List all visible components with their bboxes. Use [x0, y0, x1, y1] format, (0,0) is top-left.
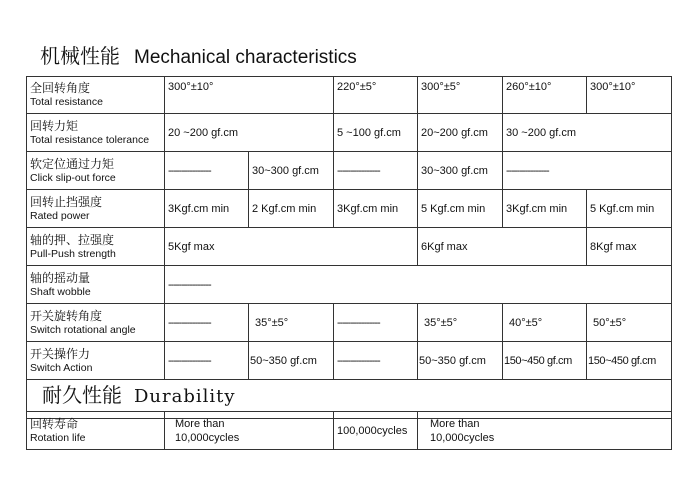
table-cell: More than 10,000cycles: [165, 412, 334, 450]
table-cell: 6Kgf max: [418, 228, 587, 266]
table-cell: ----------------: [165, 266, 672, 304]
durability-table: [26, 411, 672, 450]
table-cell: 35°±5°: [418, 304, 503, 342]
table-cell: 50~350 gf.cm: [418, 342, 503, 380]
table-cell: 300°±10°: [587, 77, 672, 114]
table-cell: 3Kgf.cm min: [334, 190, 418, 228]
durability-title-en: Durability: [134, 386, 236, 407]
table-cell: 8Kgf max: [587, 228, 672, 266]
table-cell: 3Kgf.cm min: [503, 190, 587, 228]
table-cell: 50~350 gf.cm: [249, 342, 334, 380]
table-cell: 3Kgf.cm min: [165, 190, 249, 228]
row-label: 轴的摇动量 Shaft wobble: [27, 266, 165, 304]
table-cell: 5 Kgf.cm min: [418, 190, 503, 228]
table-cell: ----------------: [165, 152, 249, 190]
mechanical-section-title: [40, 40, 357, 69]
table-cell: ----------------: [334, 152, 418, 190]
table-cell: 100,000cycles: [334, 412, 418, 450]
row-label: 软定位通过力矩 Click slip-out force: [27, 152, 165, 190]
table-cell: ----------------: [165, 342, 249, 380]
row-label: 全回转角度 Total resistance: [27, 77, 165, 114]
table-cell: 40°±5°: [503, 304, 587, 342]
durability-title-cn: 耐久性能: [42, 385, 122, 407]
table-cell: More than 10,000cycles: [418, 412, 672, 450]
table-cell: 30~300 gf.cm: [249, 152, 334, 190]
table-cell: 150~450 gf.cm: [503, 342, 587, 380]
row-label: 轴的押、拉强度 Pull-Push strength: [27, 228, 165, 266]
table-cell: 30~300 gf.cm: [418, 152, 503, 190]
table-cell: 20~200 gf.cm: [418, 114, 503, 152]
table-row: [27, 77, 672, 114]
table-row: [27, 152, 672, 190]
table-cell: 260°±10°: [503, 77, 587, 114]
table-cell: 50°±5°: [587, 304, 672, 342]
mechanical-title-cn: 机械性能: [40, 46, 120, 68]
table-cell: ----------------: [334, 304, 418, 342]
table-row: [27, 412, 672, 450]
durability-section-title: [42, 379, 236, 408]
table-cell: 5Kgf max: [165, 228, 418, 266]
table-row: [27, 114, 672, 152]
table-row: [27, 228, 672, 266]
table-cell: ----------------: [503, 152, 672, 190]
table-cell: 5 ~100 gf.cm: [334, 114, 418, 152]
table-cell: 30 ~200 gf.cm: [503, 114, 672, 152]
table-row: [27, 190, 672, 228]
table-row: [27, 266, 672, 304]
row-label: 回转寿命 Rotation life: [27, 412, 165, 450]
table-cell: 20 ~200 gf.cm: [165, 114, 334, 152]
table-cell: 2 Kgf.cm min: [249, 190, 334, 228]
table-cell: 35°±5°: [249, 304, 334, 342]
mechanical-title-en: Mechanical characteristics: [134, 47, 357, 68]
table-row: [27, 304, 672, 342]
table-cell: 220°±5°: [334, 77, 418, 114]
table-cell: ----------------: [165, 304, 249, 342]
table-row: [27, 342, 672, 380]
row-label: 开关旋转角度 Switch rotational angle: [27, 304, 165, 342]
table-cell: 150~450 gf.cm: [587, 342, 672, 380]
row-label: 开关操作力 Switch Action: [27, 342, 165, 380]
table-cell: 300°±10°: [165, 77, 334, 114]
table-cell: 5 Kgf.cm min: [587, 190, 672, 228]
table-cell: ----------------: [334, 342, 418, 380]
mechanical-characteristics-table: [26, 76, 672, 419]
row-label: 回转力矩 Total resistance tolerance: [27, 114, 165, 152]
table-cell: 300°±5°: [418, 77, 503, 114]
row-label: 回转止挡强度 Rated power: [27, 190, 165, 228]
